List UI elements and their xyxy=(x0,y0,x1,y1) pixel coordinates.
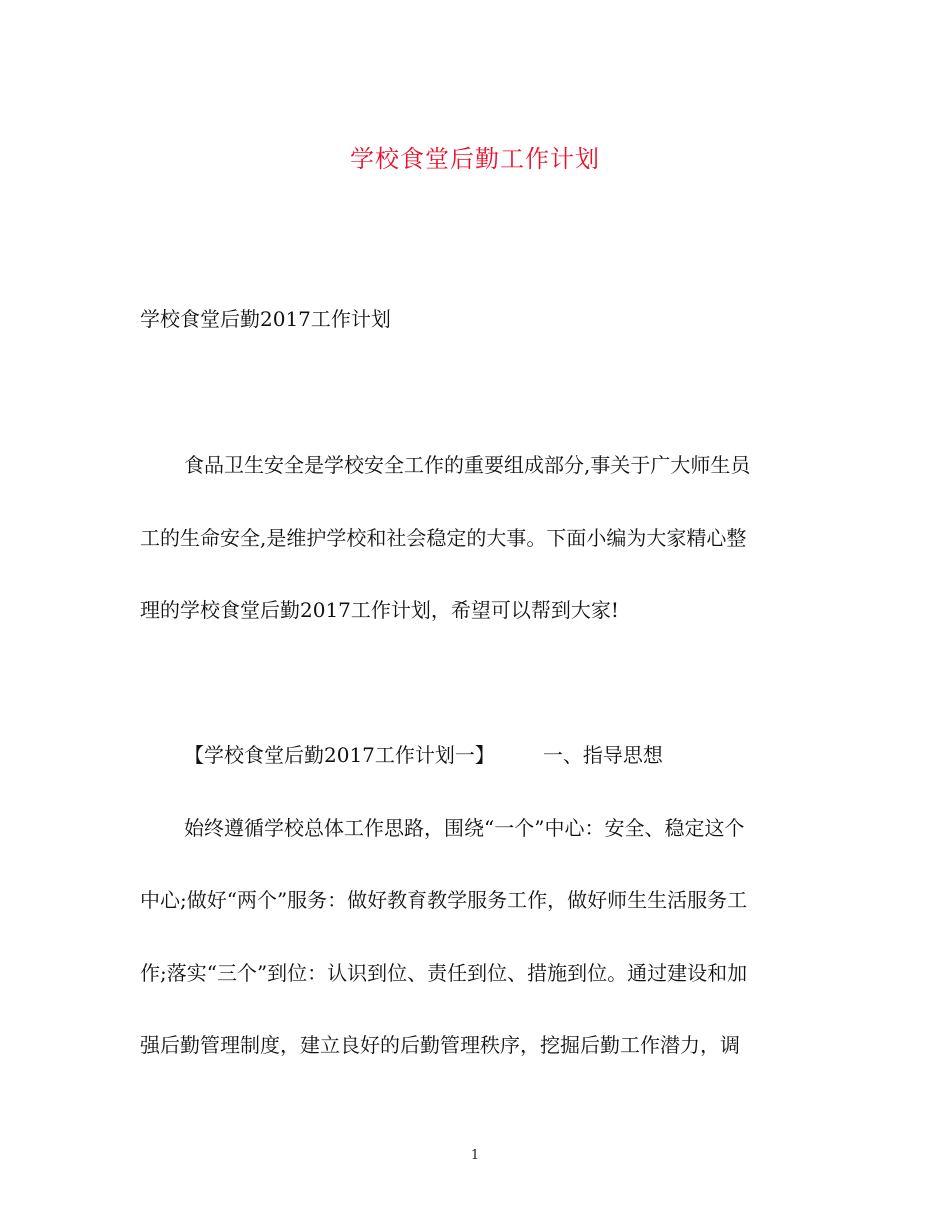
intro-line-1: 食品卫生安全是学校安全工作的重要组成部分,事关于广大师生员 xyxy=(184,453,751,477)
section-heading-row xyxy=(184,741,663,769)
body-line-1: 始终遵循学校总体工作思路，围绕“一个”中心：安全、稳定这个 xyxy=(184,816,745,840)
intro-line-3: 理的学校食堂后勤2017工作计划，希望可以帮到大家! xyxy=(140,598,619,622)
body-line-3: 作;落实“三个”到位：认识到位、责任到位、措施到位。通过建设和加 xyxy=(140,961,748,985)
page-number: 1 xyxy=(470,1148,480,1163)
document-title: 学校食堂后勤工作计划 xyxy=(350,145,600,173)
body-line-2: 中心;做好“两个”服务：做好教育教学服务工作，做好师生生活服务工 xyxy=(140,888,748,912)
subsection-heading: 一、指导思想 xyxy=(542,743,663,767)
intro-line-2: 工的生命安全,是维护学校和社会稳定的大事。下面小编为大家精心整 xyxy=(140,526,747,550)
document-subtitle: 学校食堂后勤2017工作计划 xyxy=(140,307,391,331)
section-heading: 【学校食堂后勤2017工作计划一】 xyxy=(184,743,495,767)
body-line-4: 强后勤管理制度，建立良好的后勤管理秩序，挖掘后勤工作潜力，调 xyxy=(140,1033,740,1057)
